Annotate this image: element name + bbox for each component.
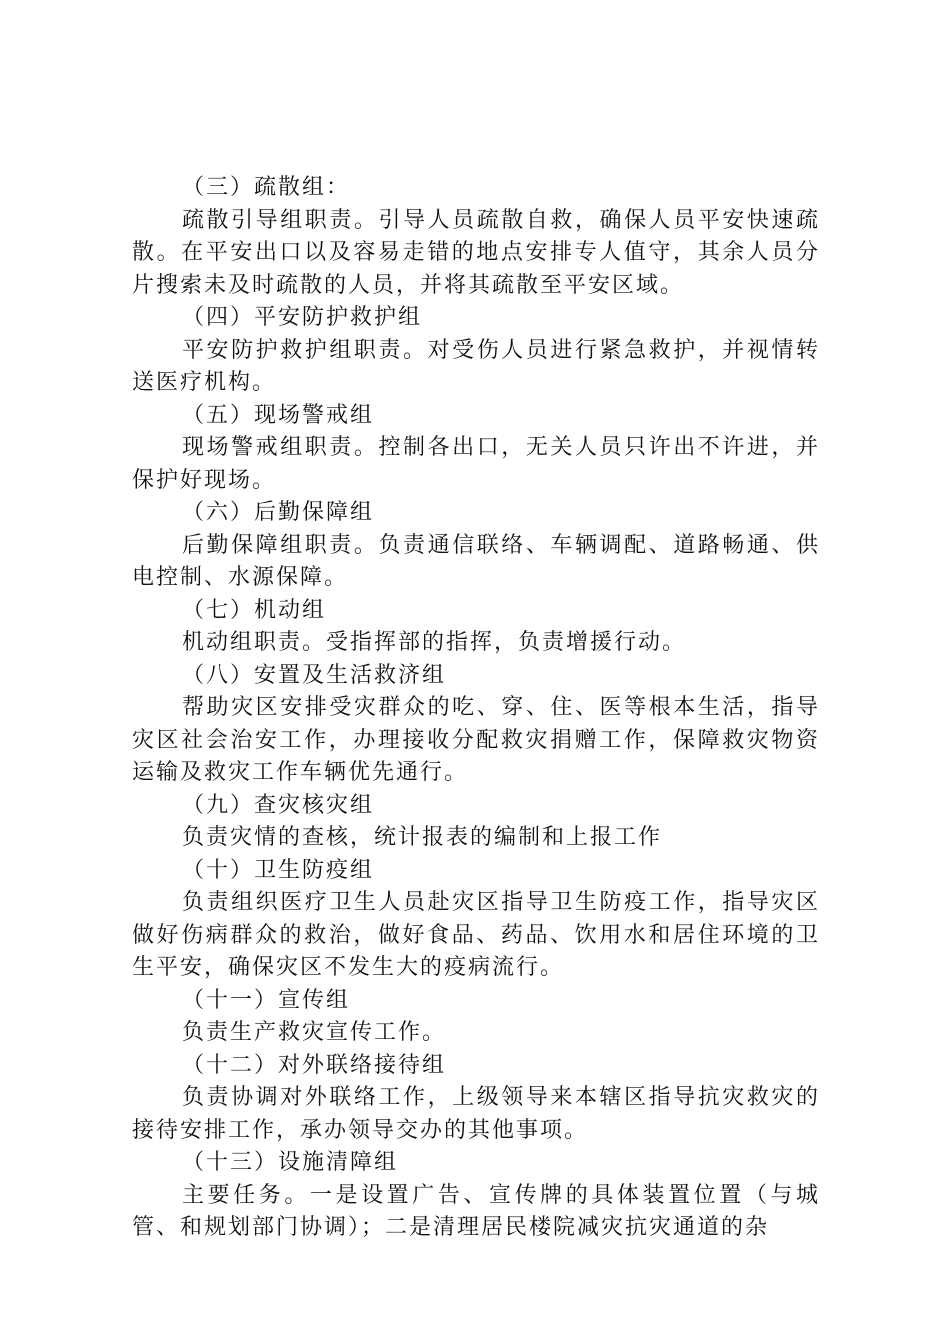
section-body-mobile: 机动组职责。受指挥部的指挥，负责增援行动。 [182,630,687,655]
section-heading-resettlement: （八）安置及生活救济组 [182,662,447,688]
section-heading-liaison: （十二）对外联络接待组 [182,1052,447,1078]
section-body-site-guard: 现场警戒组职责。控制各出口，无关人员只许出不许进，并保护好现场。 [132,435,820,493]
section-heading-epidemic: （十）卫生防疫组 [182,857,375,883]
section-heading-logistics: （六）后勤保障组 [182,500,375,525]
section-heading-publicity: （十一）宣传组 [182,987,351,1013]
section-body-clearance: 主要任务。一是设置广告、宣传牌的具体装置位置（与城管、和规划部门协调）；二是清理居民楼院减灾抗灾通道的杂 [132,1182,820,1240]
section-heading-safety-rescue: （四）平安防护救护组 [182,305,423,330]
section-heading-mobile: （七）机动组 [182,597,327,623]
section-body-safety-rescue: 平安防护救护组职责。对受伤人员进行紧急救护，并视情转送医疗机构。 [132,337,820,395]
section-body-publicity: 负责生产救灾宣传工作。 [182,1020,447,1045]
section-body-epidemic: 负责组织医疗卫生人员赴灾区指导卫生防疫工作，指导灾区做好伤病群众的救治，做好食品、药品、饮用水和居住环境的卫生平安，确保灾区不发生大的疫病流行。 [132,890,820,980]
section-body-resettlement: 帮助灾区安排受灾群众的吃、穿、住、医等根本生活，指导灾区社会治安工作，办理接收分配救灾捐赠工作，保障救灾物资运输及救灾工作车辆优先通行。 [132,695,820,785]
section-body-evacuation: 疏散引导组职责。引导人员疏散自救，确保人员平安快速疏散。在平安出口以及容易走错的地点安排专人值守，其余人员分片搜索未及时疏散的人员，并将其疏散至平安区域。 [132,207,820,298]
section-body-liaison: 负责协调对外联络工作，上级领导来本辖区指导抗灾救灾的接待安排工作，承办领导交办的其他事项。 [132,1085,820,1143]
section-body-logistics: 后勤保障组职责。负责通信联络、车辆调配、道路畅通、供电控制、水源保障。 [132,532,820,590]
document-body [132,172,820,1245]
section-heading-site-guard: （五）现场警戒组 [182,402,375,428]
section-heading-clearance: （十三）设施清障组 [182,1150,399,1175]
section-heading-disaster-check: （九）查灾核灾组 [182,792,375,818]
section-body-disaster-check: 负责灾情的查核，统计报表的编制和上报工作 [182,825,663,850]
section-heading-evacuation: （三）疏散组： [182,175,351,200]
